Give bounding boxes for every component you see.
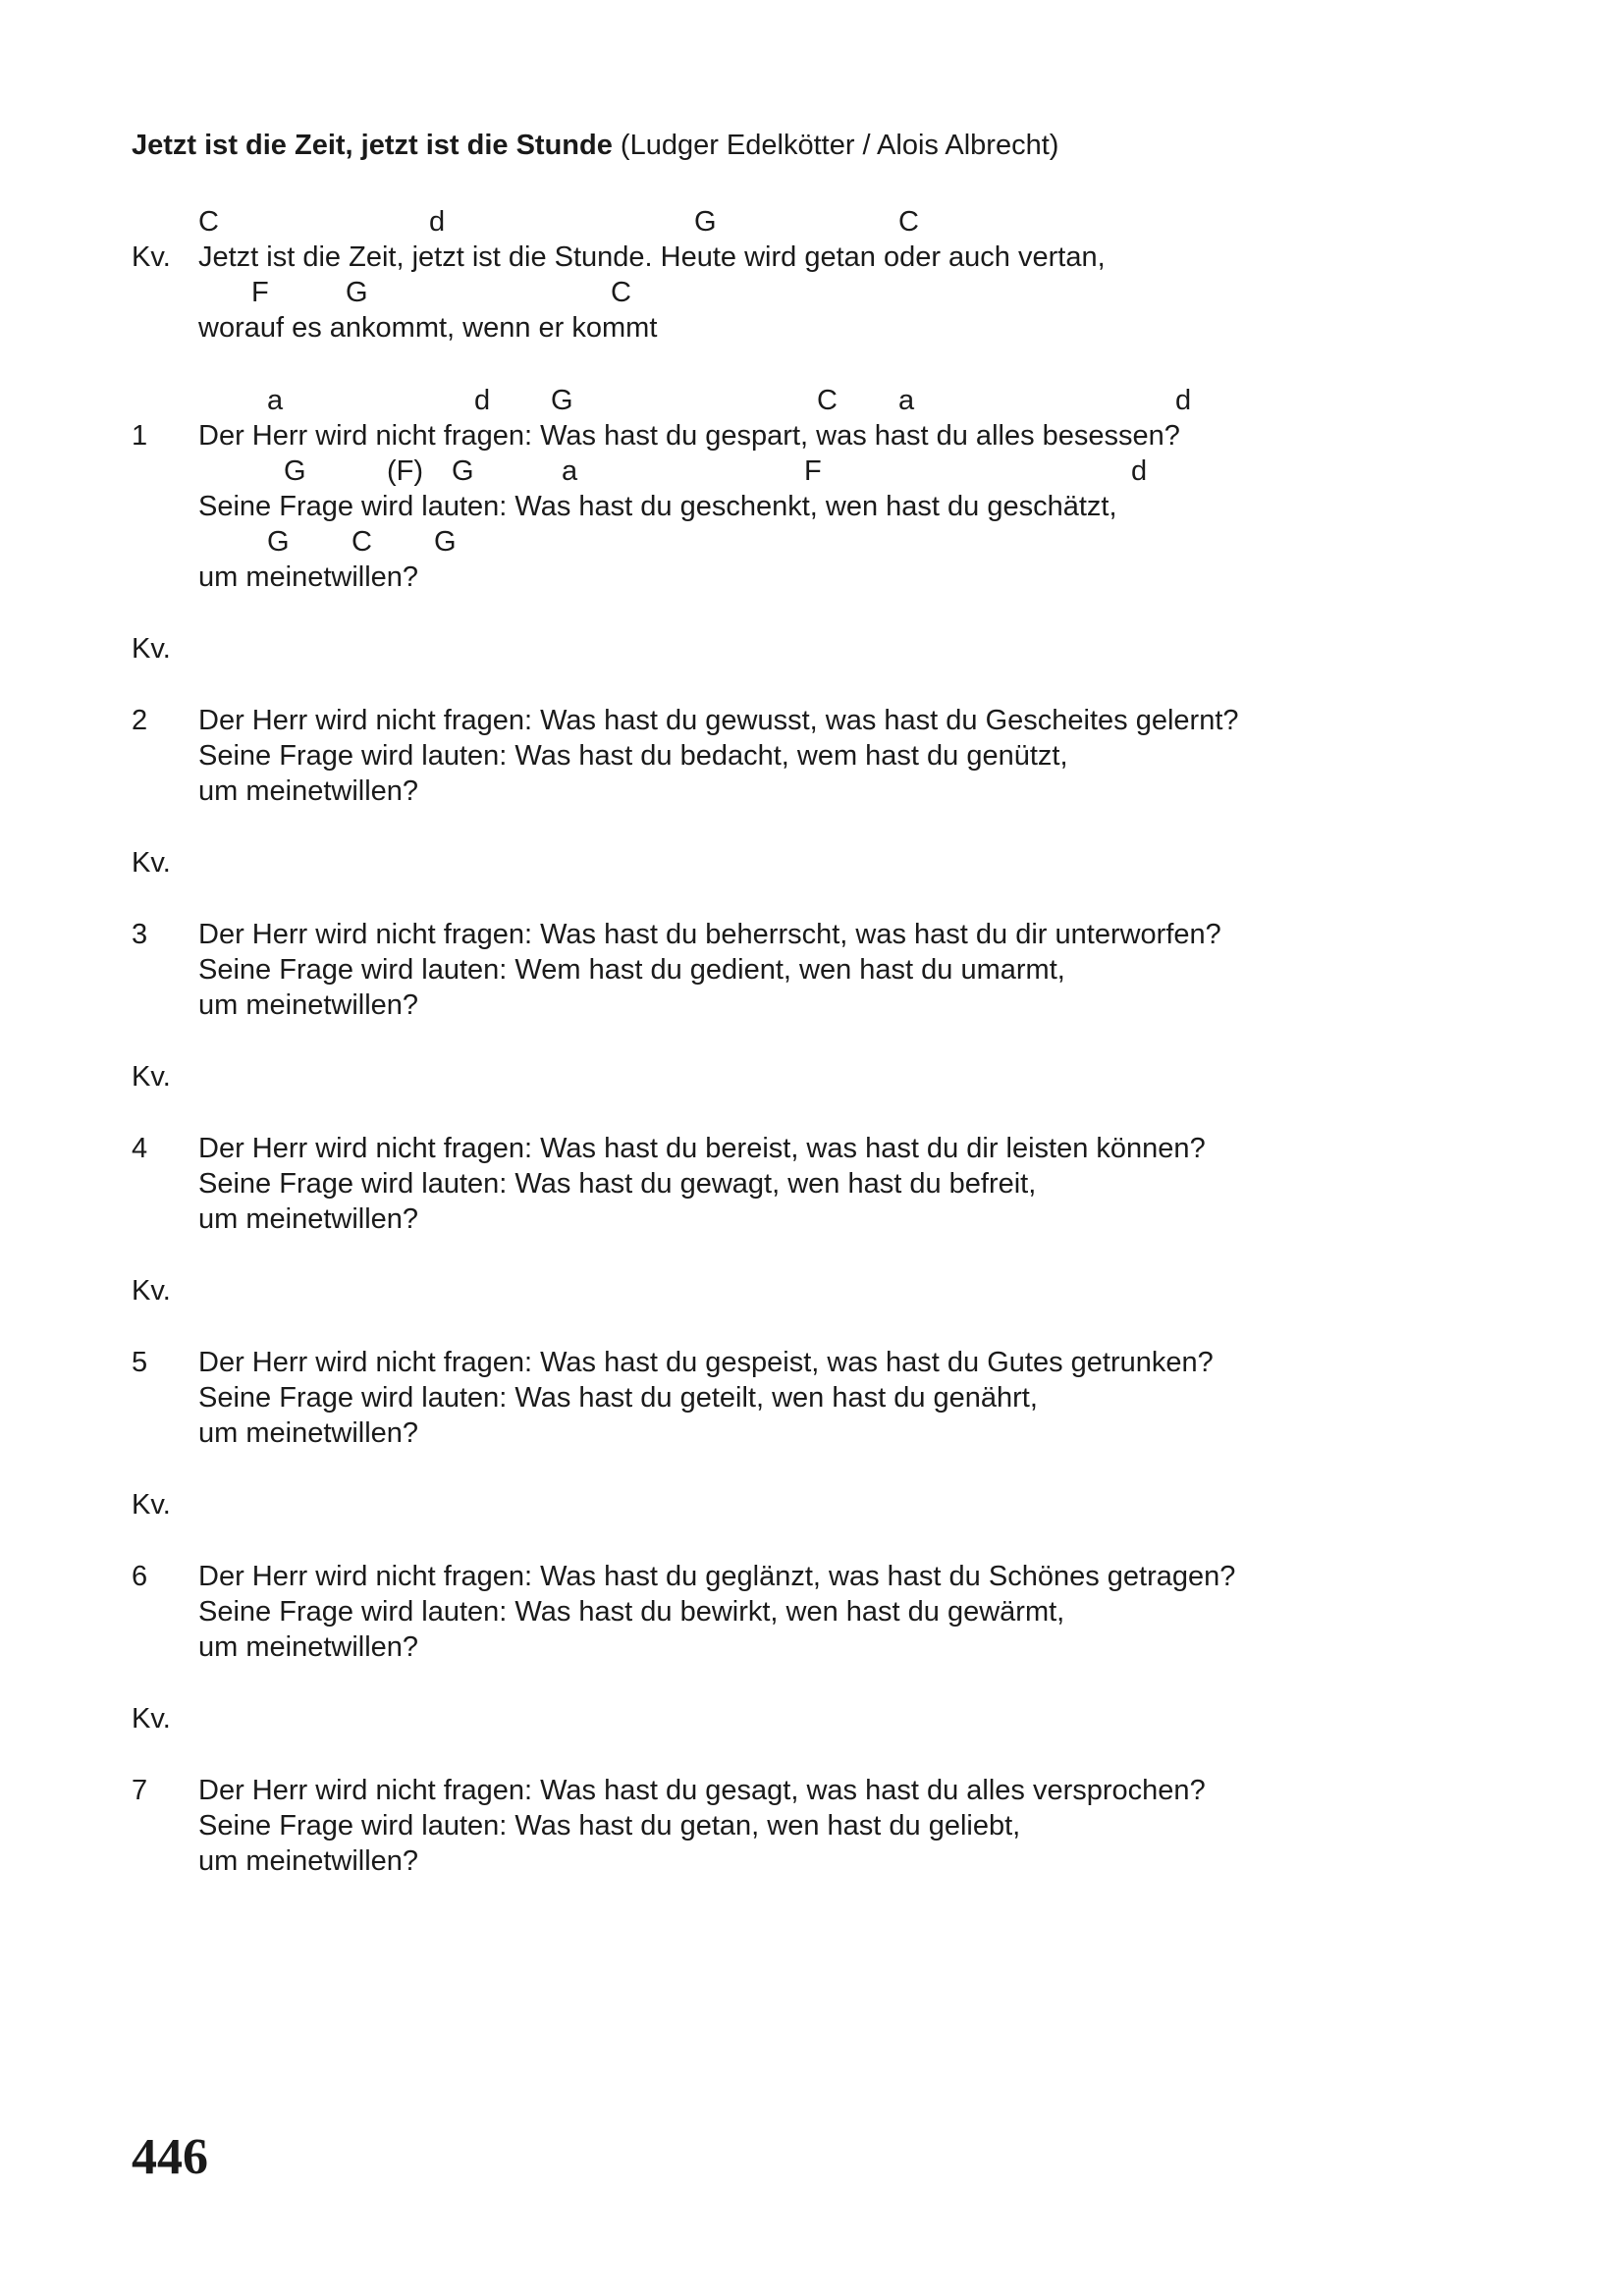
chord: C bbox=[198, 206, 219, 238]
verse-line: Der Herr wird nicht fragen: Was hast du gespeist, was hast du Gutes getrunken? bbox=[198, 1347, 1214, 1378]
song-title-line bbox=[132, 130, 1058, 162]
verse-line: Der Herr wird nicht fragen: Was hast du beherrscht, was hast du dir unterworfen? bbox=[198, 919, 1221, 950]
chord: d bbox=[474, 385, 491, 416]
refrain-marker: Kv. bbox=[132, 1703, 171, 1735]
verse-line: um meinetwillen? bbox=[198, 1417, 419, 1449]
chord: F bbox=[804, 455, 822, 487]
verse-number: 6 bbox=[132, 1561, 148, 1592]
verse-line: Der Herr wird nicht fragen: Was hast du gesagt, was hast du alles versprochen? bbox=[198, 1775, 1206, 1806]
song-title: Jetzt ist die Zeit, jetzt ist die Stunde bbox=[132, 130, 613, 161]
verse-line: Seine Frage wird lauten: Was hast du geschenkt, wen hast du geschätzt, bbox=[198, 491, 1117, 522]
refrain-label: Kv. bbox=[132, 241, 171, 273]
verse-line: um meinetwillen? bbox=[198, 989, 419, 1021]
verse-line: Seine Frage wird lauten: Was hast du gewagt, wen hast du befreit, bbox=[198, 1168, 1037, 1200]
chord: F bbox=[251, 277, 269, 308]
chord: a bbox=[898, 385, 915, 416]
refrain-marker: Kv. bbox=[132, 633, 171, 665]
chord: a bbox=[267, 385, 284, 416]
verse-line: Seine Frage wird lauten: Was hast du geteilt, wen hast du genährt, bbox=[198, 1382, 1038, 1414]
verse-line: Seine Frage wird lauten: Was hast du bedacht, wem hast du genützt, bbox=[198, 740, 1068, 772]
refrain-marker: Kv. bbox=[132, 1275, 171, 1307]
verse-number: 4 bbox=[132, 1133, 148, 1164]
verse-line: um meinetwillen? bbox=[198, 775, 419, 807]
chord: C bbox=[898, 206, 919, 238]
refrain-marker: Kv. bbox=[132, 1489, 171, 1521]
chord: d bbox=[1175, 385, 1192, 416]
chord: a bbox=[562, 455, 578, 487]
chord: d bbox=[1131, 455, 1148, 487]
chord: C bbox=[611, 277, 631, 308]
verse-number: 5 bbox=[132, 1347, 148, 1378]
chord: G bbox=[346, 277, 368, 308]
chord: (F) bbox=[387, 455, 424, 487]
page-number: 446 bbox=[132, 2129, 208, 2185]
chord: G bbox=[452, 455, 474, 487]
chord: C bbox=[352, 526, 372, 558]
verse-number: 3 bbox=[132, 919, 148, 950]
verse-line: um meinetwillen? bbox=[198, 1203, 419, 1235]
verse-line: Seine Frage wird lauten: Was hast du getan, wen hast du geliebt, bbox=[198, 1810, 1021, 1842]
refrain-marker: Kv. bbox=[132, 1061, 171, 1093]
verse-line: Der Herr wird nicht fragen: Was hast du bereist, was hast du dir leisten können? bbox=[198, 1133, 1206, 1164]
refrain-line: Jetzt ist die Zeit, jetzt ist die Stunde. Heute wird getan oder auch vertan, bbox=[198, 241, 1106, 273]
chord: G bbox=[434, 526, 457, 558]
verse-line: Der Herr wird nicht fragen: Was hast du gespart, was hast du alles besessen? bbox=[198, 420, 1180, 452]
refrain-line: worauf es ankommt, wenn er kommt bbox=[198, 312, 658, 344]
verse-line: Seine Frage wird lauten: Was hast du bewirkt, wen hast du gewärmt, bbox=[198, 1596, 1065, 1628]
verse-line: um meinetwillen? bbox=[198, 1631, 419, 1663]
verse-line: Der Herr wird nicht fragen: Was hast du geglänzt, was hast du Schönes getragen? bbox=[198, 1561, 1236, 1592]
chord: d bbox=[429, 206, 446, 238]
chord: G bbox=[267, 526, 290, 558]
verse-number: 1 bbox=[132, 420, 148, 452]
song-authors: (Ludger Edelkötter / Alois Albrecht) bbox=[620, 130, 1059, 161]
verse-line: um meinetwillen? bbox=[198, 561, 419, 593]
verse-line: um meinetwillen? bbox=[198, 1845, 419, 1877]
verse-line: Der Herr wird nicht fragen: Was hast du gewusst, was hast du Gescheites gelernt? bbox=[198, 705, 1239, 736]
chord: C bbox=[817, 385, 838, 416]
verse-number: 7 bbox=[132, 1775, 148, 1806]
verse-line: Seine Frage wird lauten: Wem hast du gedient, wen hast du umarmt, bbox=[198, 954, 1065, 986]
chord: G bbox=[284, 455, 306, 487]
chord: G bbox=[551, 385, 573, 416]
chord: G bbox=[694, 206, 717, 238]
verse-number: 2 bbox=[132, 705, 148, 736]
refrain-marker: Kv. bbox=[132, 847, 171, 879]
